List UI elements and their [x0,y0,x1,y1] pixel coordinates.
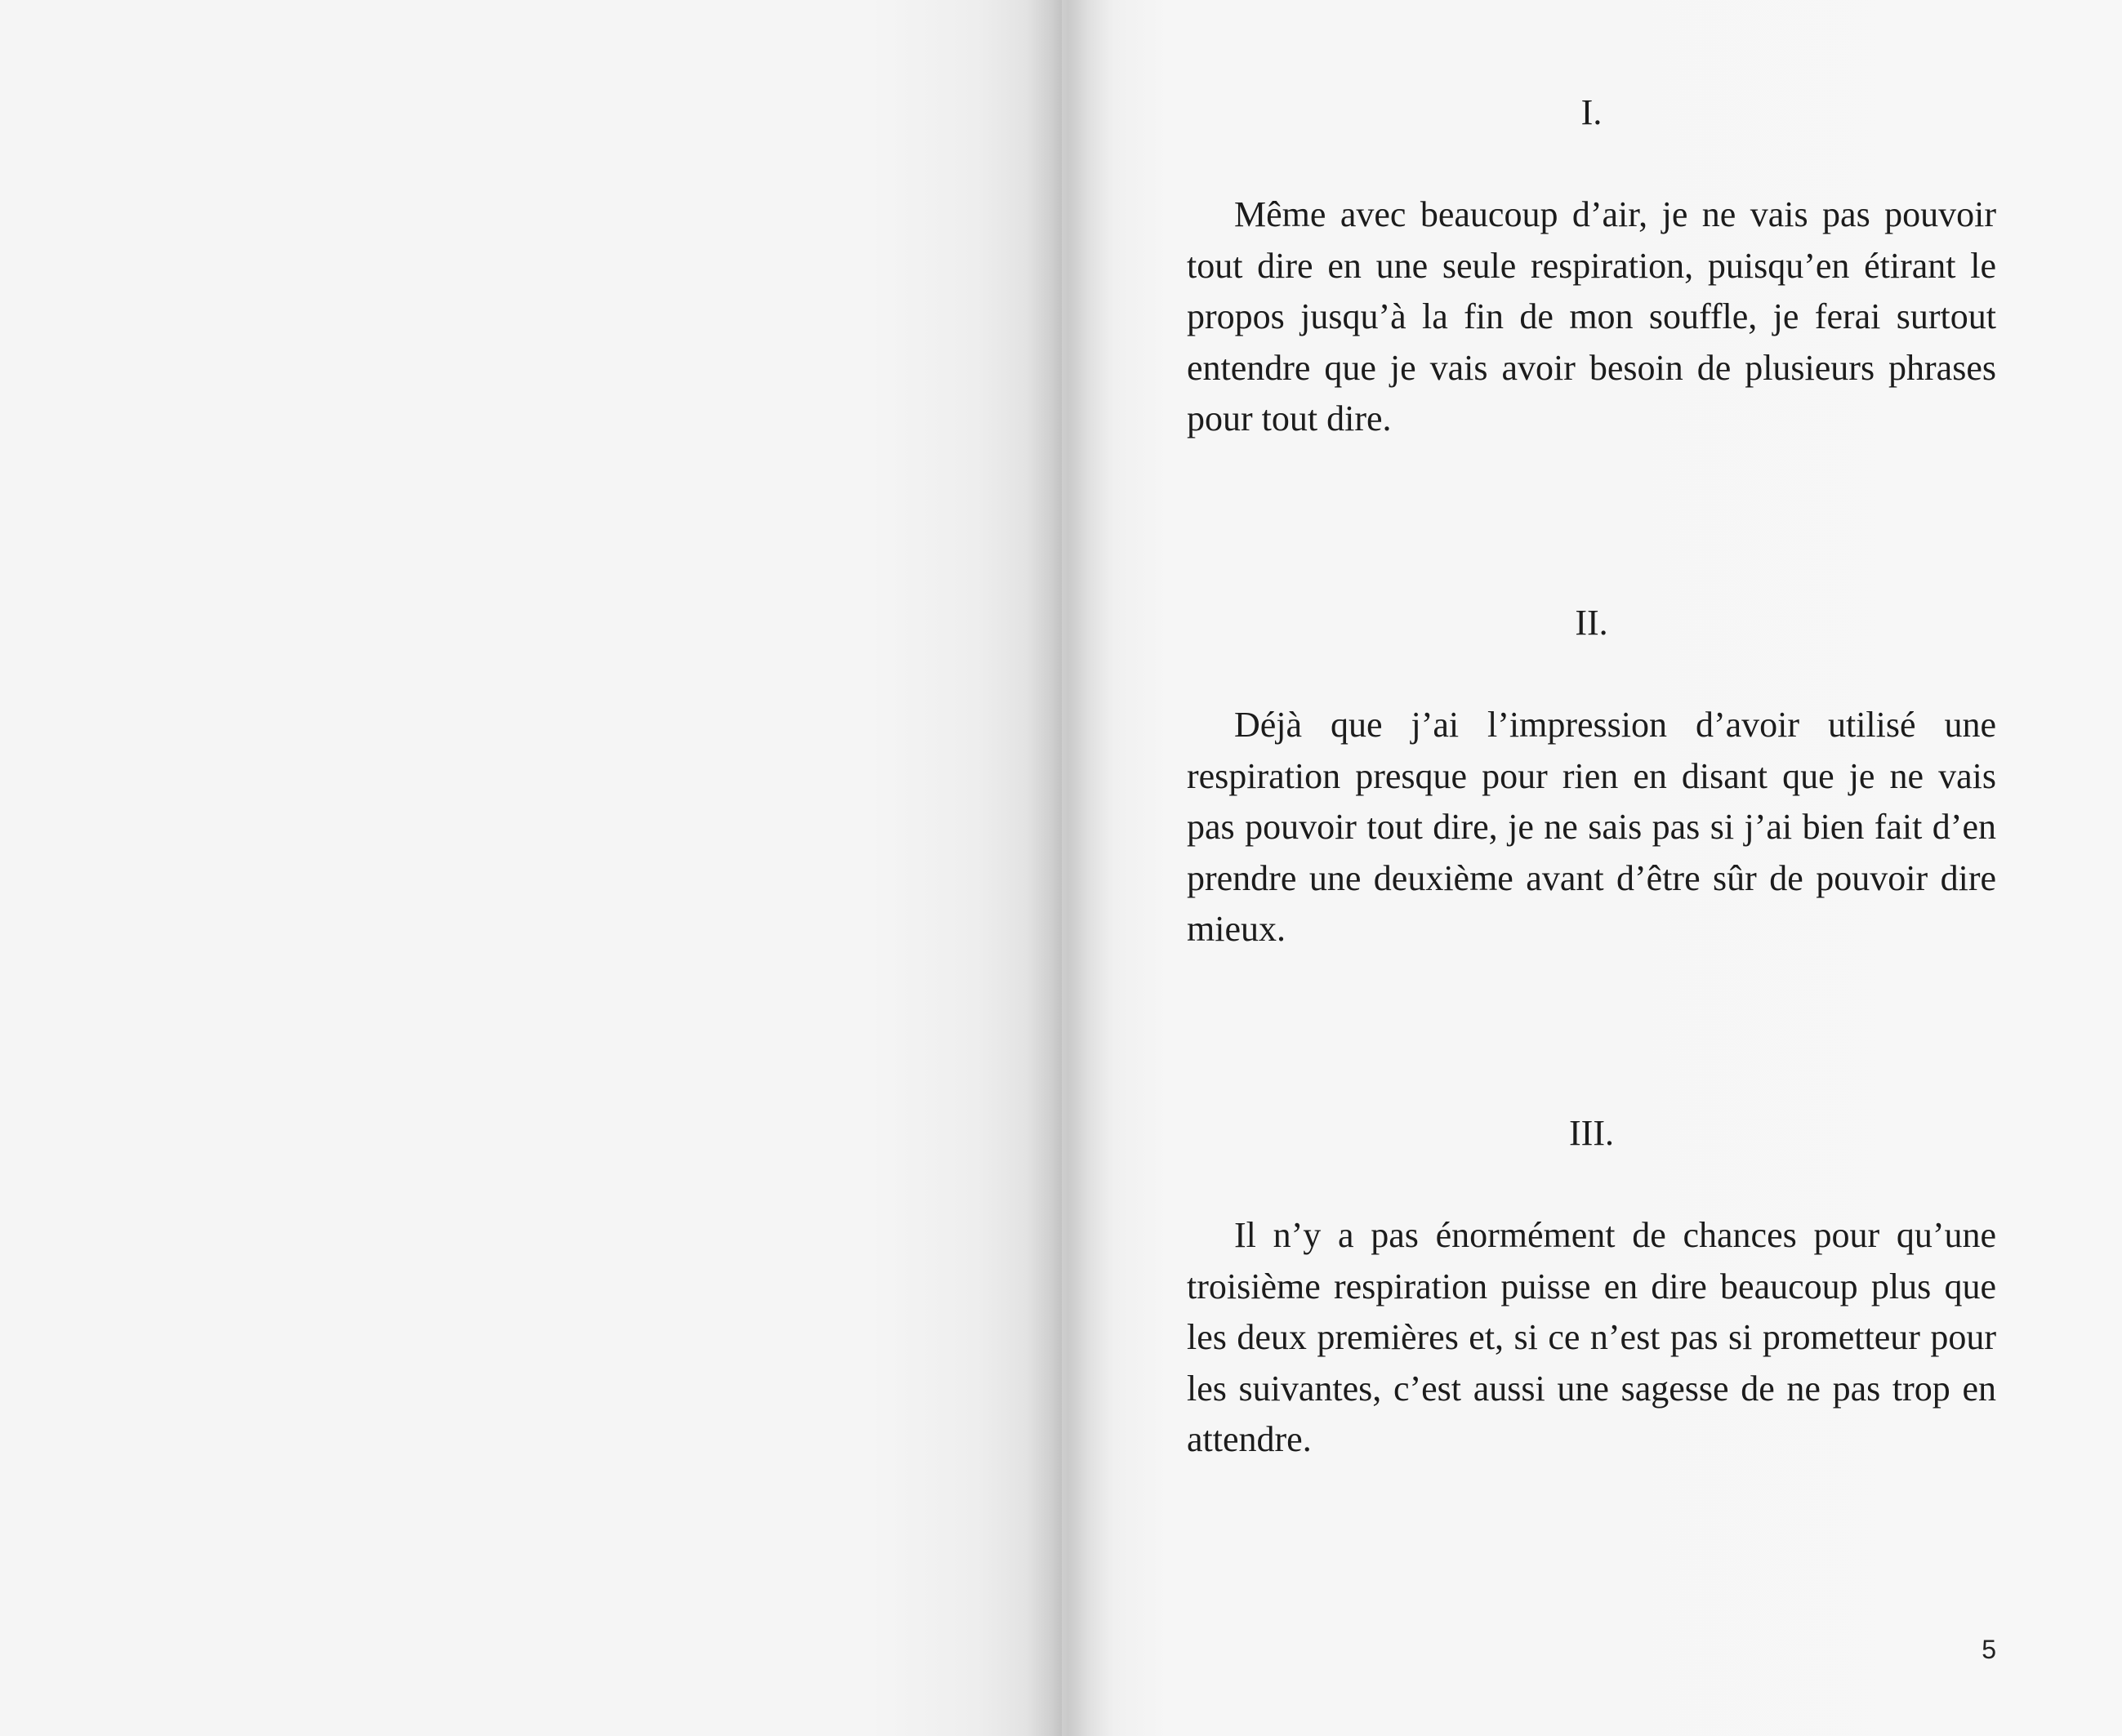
section-body-1 [1187,189,1996,445]
paragraph-1: Même avec beaucoup d’air, je ne vais pas pouvoir tout dire en une seule respiration, puisqu’en étirant le propos jusqu’à la fin de mon souffle, je ferai surtout entendre que je vais avoir besoin de plusieurs phrases pour tout dire. [1187,194,1996,438]
section-heading-1: I. [1580,92,1603,132]
section-heading-3: III. [1569,1113,1614,1153]
section-body-3 [1187,1210,1996,1466]
section-heading-2: II. [1575,603,1608,643]
book-gutter-shadow [1025,0,1115,1736]
section-body-2 [1187,700,1996,955]
page-number: 5 [1982,1635,1996,1664]
paragraph-2: Déjà que j’ai l’impression d’avoir utilisé une respiration presque pour rien en disant que je ne vais pas pouvoir tout dire, je ne sais pas si j’ai bien fait d’en prendre une deuxième avant d’être sûr de pouvoir dire mieux. [1187,705,1996,949]
paragraph-3: Il n’y a pas énormément de chances pour qu’une troisième respiration puisse en dire beaucoup plus que les deux premières et, si ce n’est pas si prometteur pour les suivantes, c’est aussi une sagesse de ne pas trop en attendre. [1187,1215,1996,1459]
